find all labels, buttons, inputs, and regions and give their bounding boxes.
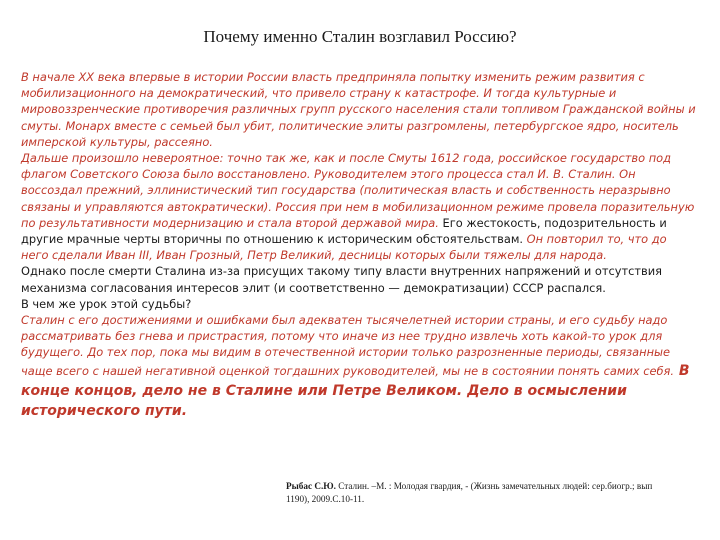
slide-title: Почему именно Сталин возглавил Россию? [203, 27, 517, 46]
paragraph-2-part-3: Он повторил то, что до него сделали Иван III, Иван Грозный, Петр Великий, десницы которых были тяжелы для народа. [21, 232, 667, 263]
paragraph-1: В начале XX века впервые в истории России власть предприняла попытку изменить режим развития с мобилизационного на демократический, что привело страну к катастрофе. И тогда культурные и мировоззренческие противоречия различных групп русского населения стали топливом Гражданской войны и смуты. Монарх вместе с семьей был убит, политические элиты разгромлены, петербургское ядро, носитель имперской культуры, рассеяно. [21, 70, 696, 149]
source-citation [286, 480, 656, 506]
question-line: В чем же урок этой судьбы? [21, 296, 192, 311]
source-author: Рыбас С.Ю. [286, 481, 336, 491]
source-text: Сталин. –М. : Молодая гвардия, - (Жизнь замечательных людей: сер.биогр.; вып 1190), 2009.С.10-11. [286, 481, 653, 504]
main-text [21, 69, 697, 421]
paragraph-2-part-2: Его жестокость, подозрительность и другие мрачные черты вторичны по отношению к историческим обстоятельствам. [21, 215, 667, 247]
paragraph-2-part-1: Дальше произошло невероятное: точно так же, как и после Смуты 1612 года, российское государство под флагом Советского Союза было восстановлено. Руководителем этого процесса стал И. В. Сталин. Он воссоздал прежний, эллинистический тип государства (политическая власть и собственность неразрывно связаны и управляются автократически). Россия при нем в мобилизационном режиме провела поразительную по результативности модернизацию и стала второй державой мира. [21, 151, 695, 230]
paragraph-3: Однако после смерти Сталина из-за присущих такому типу власти внутренних напряжений и отсутствия механизма согласования интересов элит (и соответственно — демократизации) СССР распался. [21, 264, 663, 295]
paragraph-5: Сталин с его достижениями и ошибками был адекватен тысячелетней истории страны, и его судьбу надо рассматривать без гнева и пристрастия, потому что иначе из нее трудно извлечь хоть какой-то урок для будущего. До тех пор, пока мы видим в отечественной истории только разрозненные периоды, связанные чаще всего с нашей негативной оценкой тогдашних руководителей, мы не в состоянии понять самих себя. [21, 313, 674, 378]
conclusion: В конце концов, дело не в Сталине или Петре Великом. Дело в осмыслении исторического пути. [21, 362, 690, 419]
